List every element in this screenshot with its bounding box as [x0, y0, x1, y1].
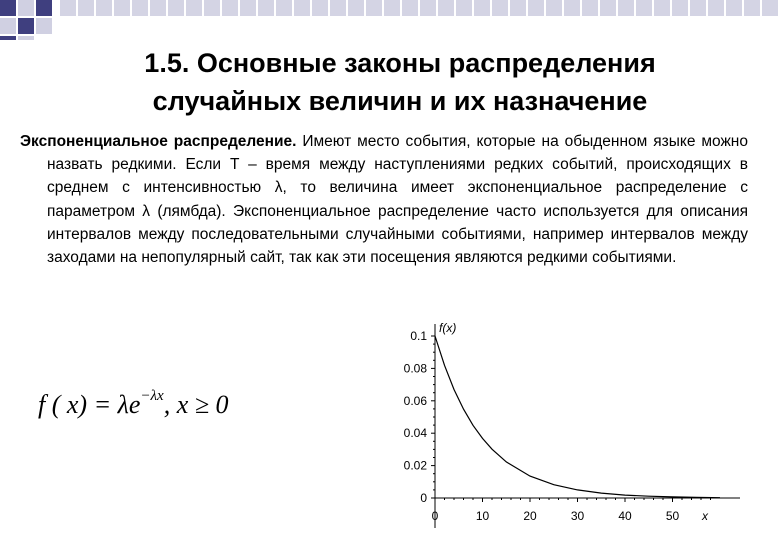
x-tick-label: 0: [431, 509, 439, 523]
x-tick-label: 40: [618, 509, 632, 523]
y-tick-label: 0.1: [410, 329, 427, 343]
y-tick-label: 0.06: [403, 393, 427, 408]
x-ticks: [432, 498, 711, 523]
x-axis-label: x: [702, 509, 708, 523]
paragraph-text: Имеют место события, которые на обыденном языке можно назвать редкими. Если T – время между наступлениями редких событий, происходящих в среднем с интенсивностью λ, то величина имеет экспоненциальное распределение с параметром λ (лямбда). Экспоненциальное распределение часто используется для описания интервалов между последовательными случайными событиями, например интервалов между заходами на непопулярный сайт, так как эти посещения являются редкими событиями.: [47, 133, 748, 267]
x-tick-label: 50: [665, 509, 680, 523]
corner-decoration: [0, 0, 780, 40]
x-tick-label: 10: [475, 509, 490, 523]
y-tick-label: 0.02: [403, 458, 427, 473]
x-tick-label: 20: [523, 509, 537, 523]
slide-body: [20, 130, 748, 269]
density-curve: [435, 336, 720, 498]
y-ticks: [404, 329, 435, 505]
formula-exponent: −λx: [140, 388, 164, 404]
x-tick-label: 30: [570, 509, 585, 523]
body-paragraph: [20, 130, 748, 269]
density-formula: [38, 388, 229, 420]
header-band-grid: [60, 0, 778, 16]
term-label: Экспоненциальное распределение.: [20, 133, 297, 150]
corner-squares: [0, 0, 52, 40]
y-axis-label: f(x): [439, 321, 457, 335]
y-tick-label: 0.08: [403, 361, 427, 376]
y-tick-label: 0.04: [403, 426, 427, 441]
formula-rhs: , x ≥ 0: [163, 390, 229, 419]
slide-title: 1.5. Основные законы распределения случайных величин и их назначение: [144, 48, 656, 116]
formula-lhs: f ( x) = λe: [38, 390, 141, 419]
y-tick-label: 0: [420, 491, 427, 505]
exponential-density-chart: [380, 310, 780, 540]
